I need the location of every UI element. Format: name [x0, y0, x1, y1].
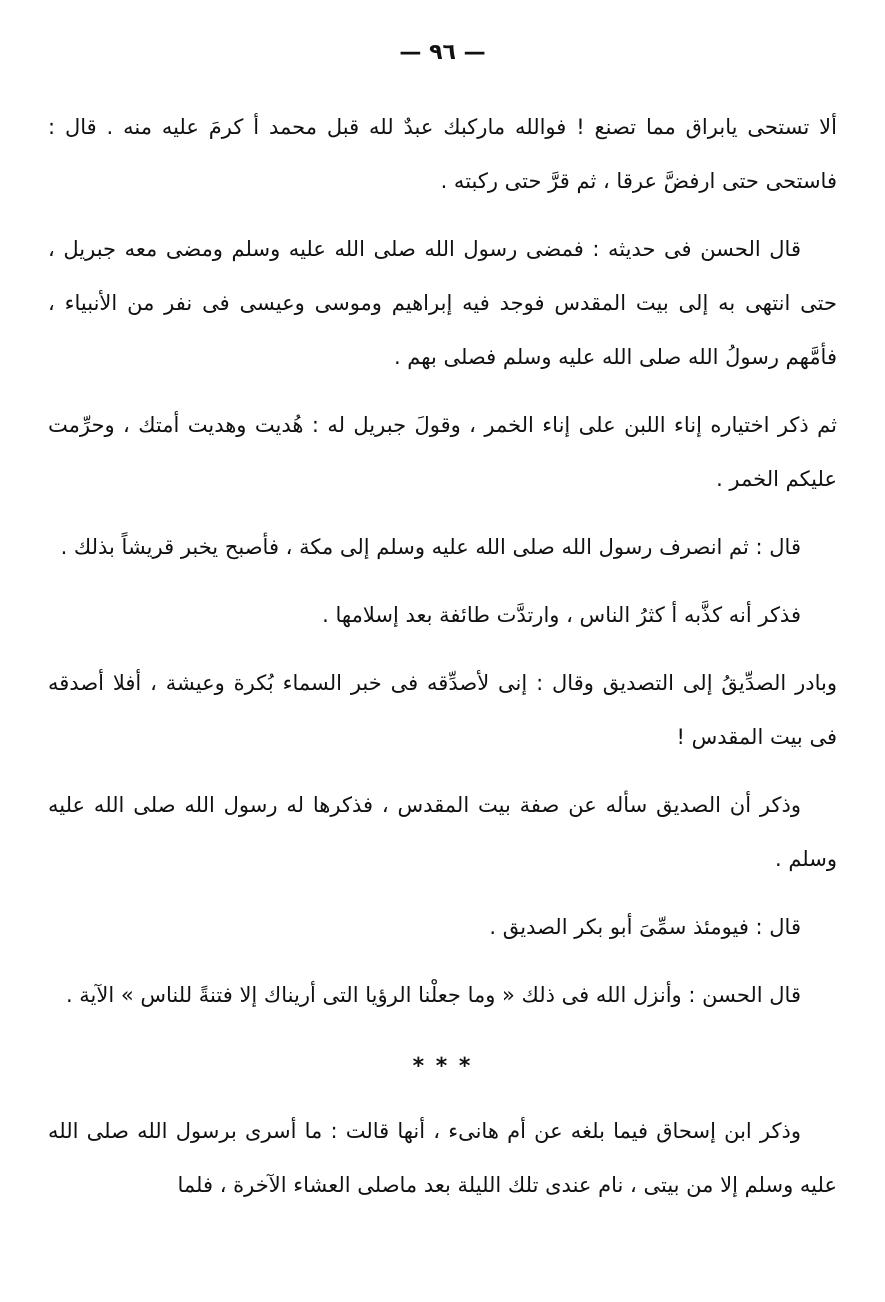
- paragraph-final: وذكر ابن إسحاق فيما بلغه عن أم هانىء ، أنها قالت : ما أسرى برسول الله صلى الله عليه وسلم إلا من بيتى ، نام عندى تلك الليلة بعد ماصلى العشاء الآخرة ، فلما: [48, 1119, 837, 1197]
- page-number: — ٩٦ —: [399, 40, 486, 65]
- paragraph-1: ألا تستحى يابراق مما تصنع ! فوالله ماركبك عبدٌ لله قبل محمد أ كرمَ عليه منه . قال : فاستحى حتى ارفضَّ عرقا ، ثم قرَّ حتى ركبته .: [48, 115, 837, 193]
- paragraph-9: قال الحسن : وأنزل الله فى ذلك « وما جعلْنا الرؤيا التى أريناك إلا فتنةً للناس » الآية .: [65, 983, 801, 1007]
- section-separator: * * *: [412, 1054, 473, 1079]
- paragraph-2: قال الحسن فى حديثه : فمضى رسول الله صلى الله عليه وسلم ومضى معه جبريل ، حتى انتهى به إلى بيت المقدس فوجد فيه إبراهيم وموسى وعيسى فى نفر من الأنبياء ، فأمَّهم رسولُ الله صلى الله عليه وسلم فصلى بهم .: [48, 237, 837, 369]
- paragraph-7: وذكر أن الصديق سأله عن صفة بيت المقدس ، فذكرها له رسول الله صلى الله عليه وسلم .: [48, 793, 837, 871]
- paragraph-5: فذكر أنه كذَّبه أ كثرُ الناس ، وارتدَّت طائفة بعد إسلامها .: [322, 603, 801, 627]
- paragraph-3: ثم ذكر اختياره إناء اللبن على إناء الخمر ، وقولَ جبريل له : هُديت وهديت أمتك ، وحرِّمت عليكم الخمر .: [48, 413, 837, 491]
- body-text: [48, 100, 837, 1226]
- paragraph-8: قال : فيومئذ سمِّىَ أبو بكر الصديق .: [489, 915, 801, 939]
- paragraph-4: قال : ثم انصرف رسول الله صلى الله عليه وسلم إلى مكة ، فأصبح يخبر قريشاً بذلك .: [60, 535, 801, 559]
- paragraph-6: وبادر الصدِّيقُ إلى التصديق وقال : إنى لأصدِّقه فى خبر السماء بُكرة وعيشة ، أفلا أصدقه فى بيت المقدس !: [48, 671, 837, 749]
